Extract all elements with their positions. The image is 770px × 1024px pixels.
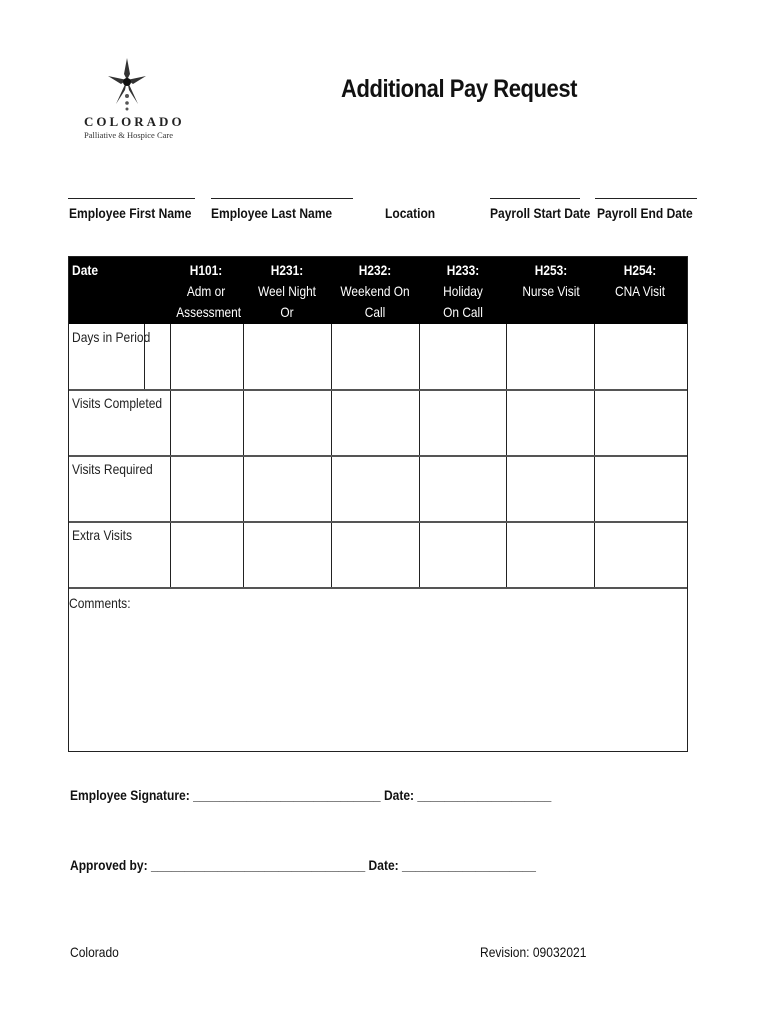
column-description: Weekend On Call <box>340 283 410 320</box>
organization-logo <box>80 56 185 146</box>
logo-name: COLORADO <box>84 114 185 129</box>
footer-location: Colorado <box>70 944 119 960</box>
column-code: H253: <box>534 262 568 278</box>
page-title: Additional Pay Request <box>341 75 578 103</box>
column-description: Weel Night Or Call <box>258 283 316 341</box>
employee-first-name-label: Employee First Name <box>69 205 192 221</box>
approved-by-line[interactable]: Approved by: ________________________________ Date: ____________________ <box>70 857 536 873</box>
location-label: Location <box>385 205 436 221</box>
first-name-line[interactable] <box>68 198 195 199</box>
payroll-end-date-label: Payroll End Date <box>597 205 693 221</box>
column-code: H101: <box>189 262 223 278</box>
pay-request-table <box>68 256 688 752</box>
footer-revision: Revision: 09032021 <box>480 944 587 960</box>
row-label-days-in-period: Days in Period <box>72 329 151 345</box>
column-description: Holiday On Call <box>443 283 483 320</box>
row-label-visits-completed: Visits Completed <box>72 395 163 411</box>
payroll-start-line[interactable] <box>490 198 580 199</box>
column-code: H254: <box>623 262 657 278</box>
last-name-line[interactable] <box>211 198 353 199</box>
star-flower-logo-icon <box>102 56 152 112</box>
column-code: H233: <box>446 262 480 278</box>
logo-subtitle: Palliative & Hospice Care <box>84 130 173 140</box>
payroll-end-line[interactable] <box>595 198 697 199</box>
column-code: H232: <box>358 262 392 278</box>
employee-signature-line[interactable]: Employee Signature: ____________________________ Date: ____________________ <box>70 787 552 803</box>
column-description: Nurse Visit <box>522 283 580 299</box>
row-label-extra-visits: Extra Visits <box>72 527 132 543</box>
table-border <box>68 256 688 752</box>
employee-last-name-label: Employee Last Name <box>211 205 333 221</box>
column-code: H231: <box>270 262 304 278</box>
comments-label: Comments: <box>69 595 131 611</box>
column-description: Adm or Assessment <box>176 283 242 320</box>
date-column-header: Date <box>72 262 99 278</box>
payroll-start-date-label: Payroll Start Date <box>490 205 591 221</box>
row-label-visits-required: Visits Required <box>72 461 153 477</box>
column-description: CNA Visit <box>614 283 666 299</box>
